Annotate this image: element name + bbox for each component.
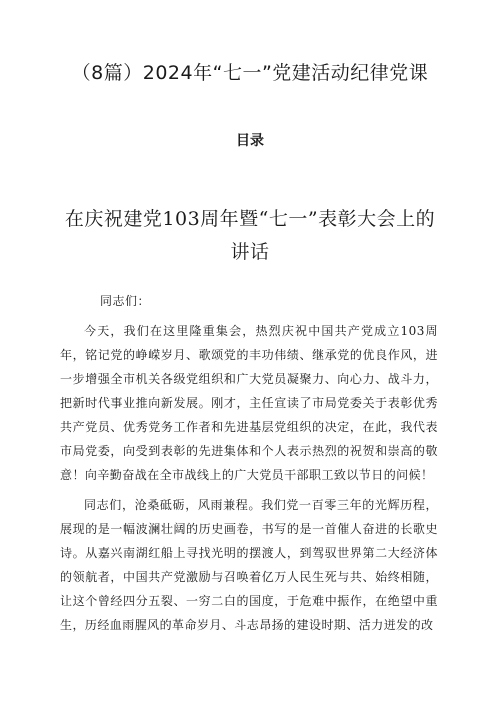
body-paragraph: 今天，我们在这里隆重集会，热烈庆祝中国共产党成立103周年，铭记党的峥嵘岁月、歌颂党的丰功伟绩、继承党的优良作风，进一步增强全市机关各级党组织和广大党员凝聚力、向心力、战斗力，把新时代事业推向新发展。刚才，主任宣读了市局党委关于表彰优秀共产党员、优秀党务工作者和先进基层党组织的决定，在此，我代表市局党委，向受到表彰的先进集体和个人表示热烈的祝贺和崇高的敬意！向辛勤奋战在全市战线上的广大党员干部职工致以节日的问候！ [60,324,438,482]
toc-heading: 目录 [236,133,264,149]
speech-title: 在庆祝建党103周年暨“七一”表彰大会上的讲话 [64,208,436,263]
body-paragraph: 同志们，沧桑砥砺，风雨兼程。我们党一百零三年的光辉历程，展现的是一幅波澜壮阔的历史画卷，书写的是一首催人奋进的长歌史诗。从嘉兴南湖红船上寻找光明的摆渡人，到驾驭世界第二大经济体的领航者，中国共产党激励与召唤着亿万人民生死与共、始终相随，让这个曾经四分五裂、一穷二白的国度，于危难中振作，在绝望中重生，历经血雨腥风的革命岁月、斗志昂扬的建设时期、活力迸发的改 [60,498,438,632]
greeting: 同志们： [100,294,151,308]
document-title: （8篇）2024年“七一”党建活动纪律党课 [71,62,429,84]
